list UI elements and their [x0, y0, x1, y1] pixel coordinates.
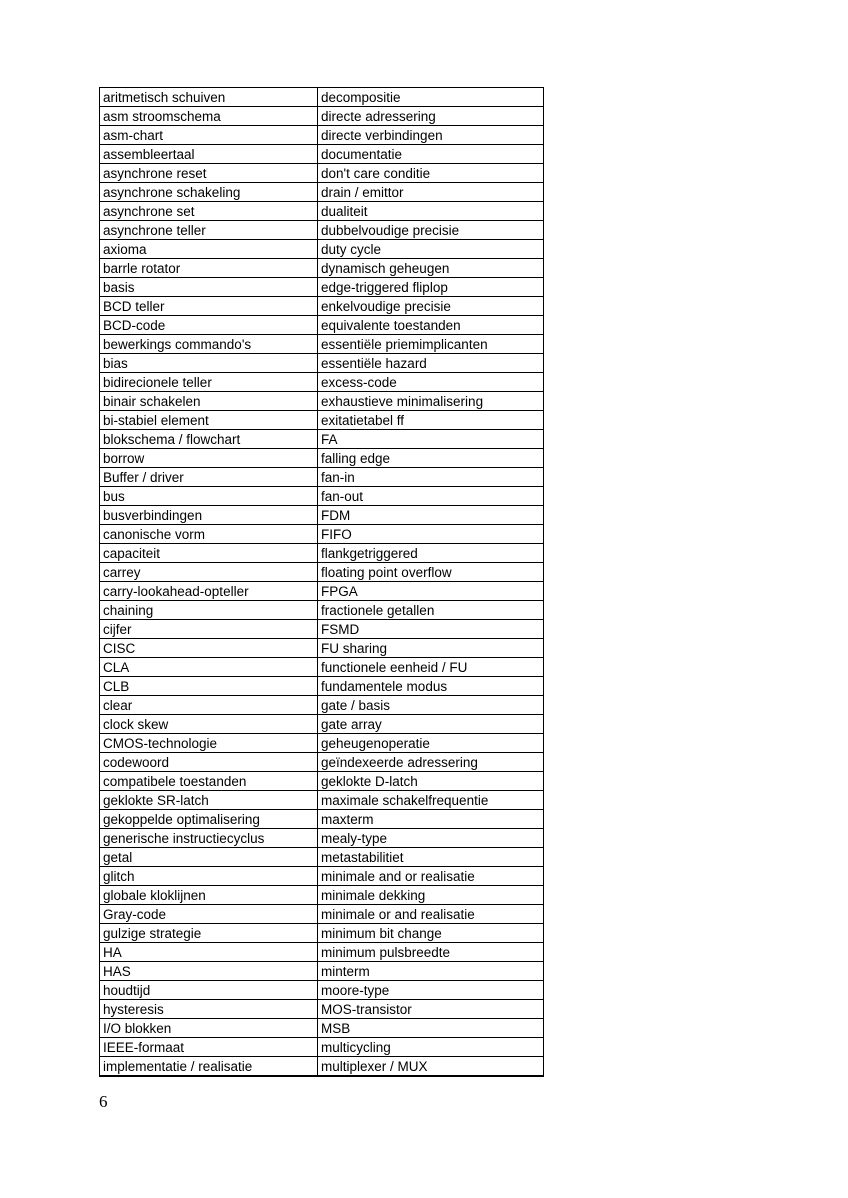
- term-cell-right: fan-out: [318, 487, 544, 506]
- term-cell-left: CMOS-technologie: [100, 734, 318, 753]
- term-cell-left: capaciteit: [100, 544, 318, 563]
- term-cell-left: HAS: [100, 962, 318, 981]
- term-cell-left: CLB: [100, 677, 318, 696]
- table-row: [100, 525, 544, 544]
- table-row: [100, 981, 544, 1000]
- term-cell-right: fractionele getallen: [318, 601, 544, 620]
- term-cell-right: multicycling: [318, 1038, 544, 1057]
- table-row: [100, 582, 544, 601]
- table-row: [100, 943, 544, 962]
- term-cell-right: exitatietabel ff: [318, 411, 544, 430]
- term-cell-left: assembleertaal: [100, 145, 318, 164]
- table-row: [100, 924, 544, 943]
- table-row: [100, 221, 544, 240]
- table-row: [100, 373, 544, 392]
- term-cell-left: generische instructiecyclus: [100, 829, 318, 848]
- term-cell-left: bias: [100, 354, 318, 373]
- term-cell-right: duty cycle: [318, 240, 544, 259]
- table-row: [100, 696, 544, 715]
- term-cell-left: busverbindingen: [100, 506, 318, 525]
- table-row: [100, 715, 544, 734]
- table-row: [100, 601, 544, 620]
- table-row: [100, 620, 544, 639]
- table-row: [100, 772, 544, 791]
- table-row: [100, 829, 544, 848]
- term-cell-right: minimum bit change: [318, 924, 544, 943]
- term-cell-left: CISC: [100, 639, 318, 658]
- table-row: [100, 316, 544, 335]
- term-cell-right: MOS-transistor: [318, 1000, 544, 1019]
- table-row: [100, 848, 544, 867]
- term-cell-right: dualiteit: [318, 202, 544, 221]
- term-cell-right: edge-triggered fliplop: [318, 278, 544, 297]
- table-row: [100, 107, 544, 126]
- term-cell-right: geïndexeerde adressering: [318, 753, 544, 772]
- term-cell-left: bewerkings commando's: [100, 335, 318, 354]
- term-cell-right: drain / emittor: [318, 183, 544, 202]
- term-cell-right: FPGA: [318, 582, 544, 601]
- term-cell-right: equivalente toestanden: [318, 316, 544, 335]
- term-cell-right: FDM: [318, 506, 544, 525]
- table-row: [100, 411, 544, 430]
- term-cell-left: carrey: [100, 563, 318, 582]
- term-cell-right: excess-code: [318, 373, 544, 392]
- glossary-table-body: [100, 88, 544, 1077]
- term-cell-left: asynchrone schakeling: [100, 183, 318, 202]
- term-cell-left: getal: [100, 848, 318, 867]
- table-row: [100, 183, 544, 202]
- table-row: [100, 202, 544, 221]
- term-cell-right: minterm: [318, 962, 544, 981]
- term-cell-right: dynamisch geheugen: [318, 259, 544, 278]
- table-row: [100, 126, 544, 145]
- table-row: [100, 392, 544, 411]
- table-row: [100, 468, 544, 487]
- term-cell-left: borrow: [100, 449, 318, 468]
- term-cell-right: moore-type: [318, 981, 544, 1000]
- term-cell-left: binair schakelen: [100, 392, 318, 411]
- term-cell-right: enkelvoudige precisie: [318, 297, 544, 316]
- term-cell-right: floating point overflow: [318, 563, 544, 582]
- term-cell-left: chaining: [100, 601, 318, 620]
- term-cell-left: clear: [100, 696, 318, 715]
- term-cell-left: carry-lookahead-opteller: [100, 582, 318, 601]
- table-row: [100, 145, 544, 164]
- term-cell-right: gate / basis: [318, 696, 544, 715]
- term-cell-right: FIFO: [318, 525, 544, 544]
- term-cell-left: gulzige strategie: [100, 924, 318, 943]
- table-row: [100, 658, 544, 677]
- term-cell-left: implementatie / realisatie: [100, 1057, 318, 1077]
- term-cell-left: BCD-code: [100, 316, 318, 335]
- term-cell-left: houdtijd: [100, 981, 318, 1000]
- term-cell-left: bidirecionele teller: [100, 373, 318, 392]
- term-cell-left: clock skew: [100, 715, 318, 734]
- term-cell-right: MSB: [318, 1019, 544, 1038]
- term-cell-right: falling edge: [318, 449, 544, 468]
- term-cell-right: geheugenoperatie: [318, 734, 544, 753]
- table-row: [100, 905, 544, 924]
- term-cell-right: functionele eenheid / FU: [318, 658, 544, 677]
- term-cell-left: basis: [100, 278, 318, 297]
- term-cell-left: Gray-code: [100, 905, 318, 924]
- term-cell-left: compatibele toestanden: [100, 772, 318, 791]
- term-cell-right: minimale dekking: [318, 886, 544, 905]
- term-cell-right: don't care conditie: [318, 164, 544, 183]
- term-cell-left: IEEE-formaat: [100, 1038, 318, 1057]
- term-cell-right: minimale and or realisatie: [318, 867, 544, 886]
- table-row: [100, 240, 544, 259]
- term-cell-left: blokschema / flowchart: [100, 430, 318, 449]
- term-cell-left: asm stroomschema: [100, 107, 318, 126]
- table-row: [100, 753, 544, 772]
- term-cell-left: CLA: [100, 658, 318, 677]
- table-row: [100, 506, 544, 525]
- term-cell-left: BCD teller: [100, 297, 318, 316]
- table-row: [100, 164, 544, 183]
- term-cell-left: globale kloklijnen: [100, 886, 318, 905]
- term-cell-right: decompositie: [318, 88, 544, 107]
- term-cell-right: maxterm: [318, 810, 544, 829]
- term-cell-right: FA: [318, 430, 544, 449]
- term-cell-right: metastabilitiet: [318, 848, 544, 867]
- term-cell-left: HA: [100, 943, 318, 962]
- term-cell-right: geklokte D-latch: [318, 772, 544, 791]
- glossary-table: [99, 87, 544, 1077]
- term-cell-left: bus: [100, 487, 318, 506]
- table-row: [100, 791, 544, 810]
- term-cell-left: codewoord: [100, 753, 318, 772]
- table-row: [100, 886, 544, 905]
- term-cell-left: cijfer: [100, 620, 318, 639]
- table-row: [100, 88, 544, 107]
- term-cell-left: geklokte SR-latch: [100, 791, 318, 810]
- term-cell-left: glitch: [100, 867, 318, 886]
- table-row: [100, 962, 544, 981]
- term-cell-right: directe adressering: [318, 107, 544, 126]
- term-cell-right: multiplexer / MUX: [318, 1057, 544, 1077]
- table-row: [100, 430, 544, 449]
- table-row: [100, 335, 544, 354]
- table-row: [100, 1019, 544, 1038]
- term-cell-right: minimale or and realisatie: [318, 905, 544, 924]
- term-cell-right: documentatie: [318, 145, 544, 164]
- term-cell-right: mealy-type: [318, 829, 544, 848]
- table-row: [100, 1038, 544, 1057]
- table-row: [100, 278, 544, 297]
- term-cell-left: gekoppelde optimalisering: [100, 810, 318, 829]
- term-cell-right: FU sharing: [318, 639, 544, 658]
- table-row: [100, 867, 544, 886]
- term-cell-right: minimum pulsbreedte: [318, 943, 544, 962]
- term-cell-left: canonische vorm: [100, 525, 318, 544]
- table-row: [100, 544, 544, 563]
- term-cell-left: asm-chart: [100, 126, 318, 145]
- table-row: [100, 449, 544, 468]
- term-cell-right: maximale schakelfrequentie: [318, 791, 544, 810]
- term-cell-left: Buffer / driver: [100, 468, 318, 487]
- term-cell-left: hysteresis: [100, 1000, 318, 1019]
- table-row: [100, 677, 544, 696]
- term-cell-left: bi-stabiel element: [100, 411, 318, 430]
- term-cell-left: axioma: [100, 240, 318, 259]
- term-cell-right: essentiële hazard: [318, 354, 544, 373]
- table-row: [100, 639, 544, 658]
- table-row: [100, 297, 544, 316]
- term-cell-left: aritmetisch schuiven: [100, 88, 318, 107]
- table-row: [100, 563, 544, 582]
- term-cell-right: gate array: [318, 715, 544, 734]
- term-cell-right: directe verbindingen: [318, 126, 544, 145]
- term-cell-left: asynchrone reset: [100, 164, 318, 183]
- table-row: [100, 734, 544, 753]
- table-row: [100, 487, 544, 506]
- table-row: [100, 1000, 544, 1019]
- table-row: [100, 259, 544, 278]
- term-cell-right: dubbelvoudige precisie: [318, 221, 544, 240]
- term-cell-right: essentiële priemimplicanten: [318, 335, 544, 354]
- page-number: 6: [99, 1092, 108, 1111]
- term-cell-left: asynchrone teller: [100, 221, 318, 240]
- term-cell-left: asynchrone set: [100, 202, 318, 221]
- term-cell-right: fundamentele modus: [318, 677, 544, 696]
- term-cell-left: I/O blokken: [100, 1019, 318, 1038]
- table-row: [100, 1057, 544, 1077]
- term-cell-left: barrle rotator: [100, 259, 318, 278]
- term-cell-right: fan-in: [318, 468, 544, 487]
- term-cell-right: FSMD: [318, 620, 544, 639]
- table-row: [100, 810, 544, 829]
- term-cell-right: exhaustieve minimalisering: [318, 392, 544, 411]
- table-row: [100, 354, 544, 373]
- term-cell-right: flankgetriggered: [318, 544, 544, 563]
